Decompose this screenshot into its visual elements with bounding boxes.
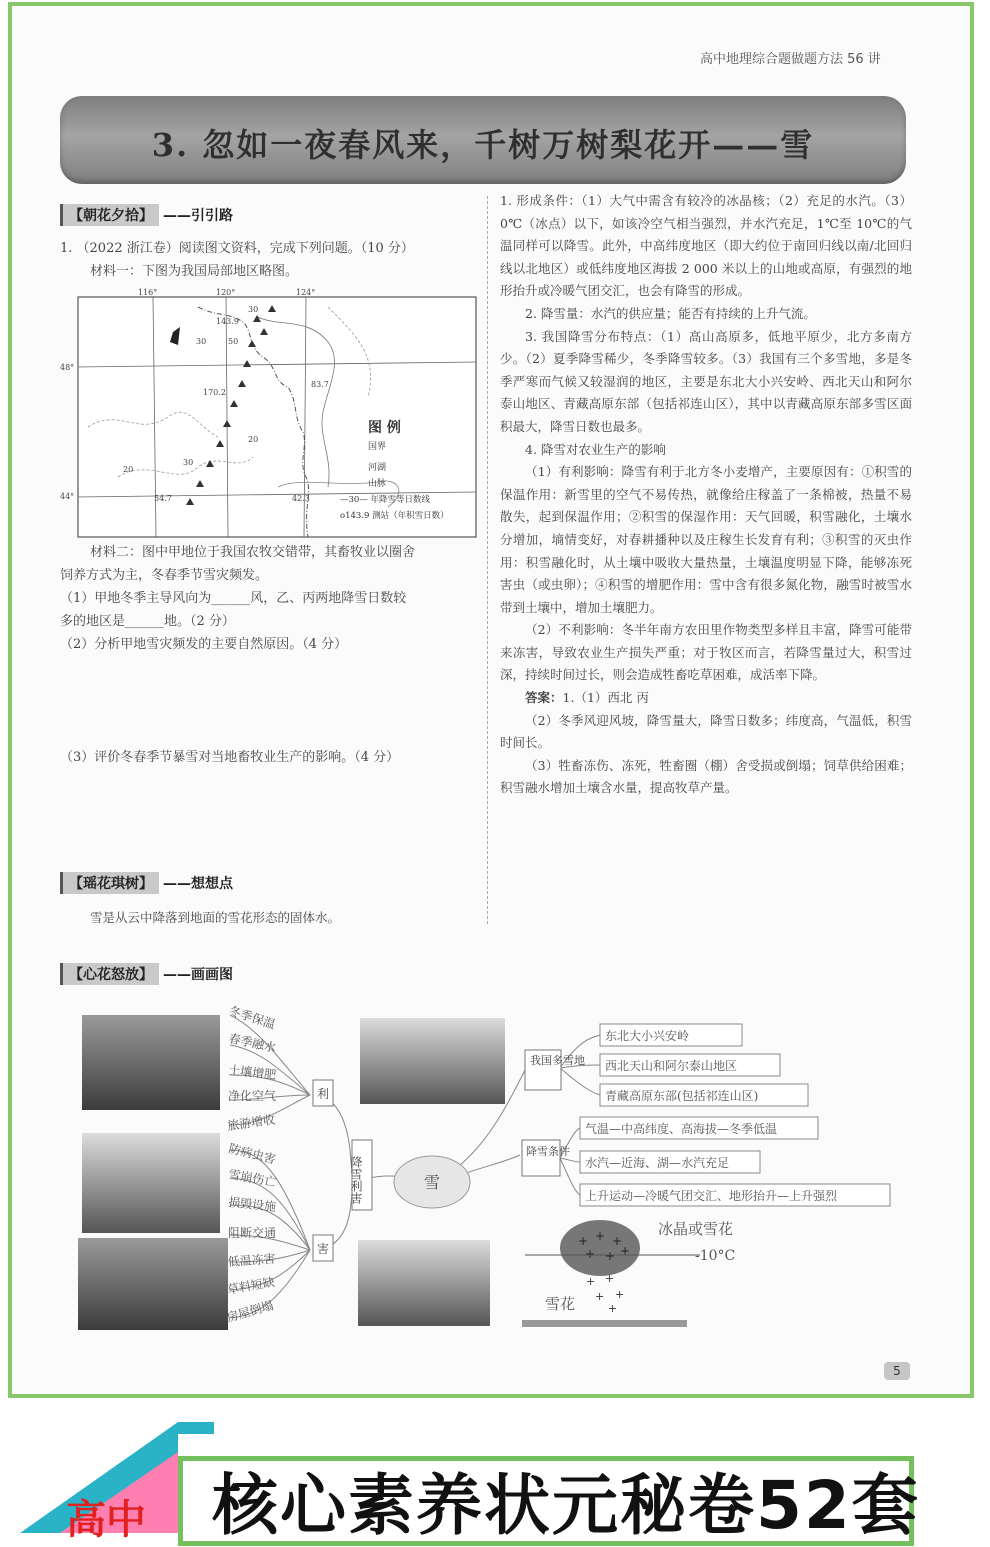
answer-line: （2）冬季风迎风坡，降雪量大，降雪日数多；纬度高，气温低，积雪时间长。: [500, 712, 912, 751]
falling-flakes: [586, 1272, 624, 1315]
right-column: [500, 190, 912, 800]
map-number: 20: [123, 465, 134, 474]
column-divider: [487, 196, 488, 924]
map-number: 50: [228, 337, 239, 346]
good-item: 土壤增肥: [227, 1063, 277, 1083]
bad-item: 损毁设施: [227, 1195, 277, 1215]
map-number: 30: [183, 458, 194, 467]
legend-item: 河湖: [368, 463, 387, 473]
page-number: 5: [884, 1362, 910, 1380]
region-map: [60, 287, 476, 537]
section-suffix: ——引引路: [163, 208, 233, 224]
section-tag: 【心花怒放】: [60, 963, 159, 985]
flake-label: 雪花: [545, 1295, 576, 1313]
map-number: 30: [248, 305, 259, 314]
paragraph: 4. 降雪对农业生产的影响: [525, 441, 666, 457]
material-two-line: 材料二：图中甲地位于我国农牧交错带，其畜牧业以圈舍: [90, 545, 416, 560]
legend-title: 图 例: [368, 420, 401, 436]
svg-text:+: +: [586, 1275, 596, 1288]
material-one: 材料一：下图为我国局部地区略图。: [90, 264, 299, 279]
ice-label: 冰晶或雪花: [658, 1220, 734, 1238]
paragraph: （1）有利影响：降雪有利于北方冬小麦增产，主要原因有：①积雪的保温作用：新雪里的空气不易传热，就像给庄稼盖了一条棉被，热量不易散失，起到保温作用；②积雪的保湿作用：天气回暖，积雪融化，土壤水分增加，墒情变好，对春耕播种以及庄稼生长发育有利；③积雪的灭虫作用：积雪融化时，从土壤中吸收大量热量，土壤温度明显下降，能够冻死害虫（或虫卵）；④积雪的增肥作用：雪中含有很多氮化物，融雪时被雪水带到土壤中，增加土壤肥力。: [500, 464, 912, 615]
photo-snow-road: [78, 1238, 228, 1330]
lon-label: 124°: [296, 288, 316, 297]
svg-text:+: +: [615, 1288, 625, 1301]
sub-question-1: 多的地区是______地。（2 分）: [60, 614, 235, 629]
bad-item: 雪崩伤亡: [227, 1167, 278, 1190]
cond-item: 水汽—近海、湖—水汽充足: [585, 1156, 730, 1170]
bad-item: 防病虫害: [227, 1141, 278, 1167]
section-heading-1: [60, 204, 233, 226]
photo-avalanche: [82, 1133, 220, 1233]
good-item: 旅游增收: [226, 1112, 276, 1133]
svg-text:+: +: [605, 1272, 615, 1285]
region-item: 青藏高原东部(包括祁连山区): [605, 1089, 759, 1103]
promo-stripe: [178, 1422, 214, 1434]
map-number: 30: [196, 337, 207, 346]
cond-label: 降雪条件: [526, 1145, 570, 1158]
section-tag: 【朝花夕拾】: [60, 204, 159, 226]
temp-label: -10°C: [695, 1248, 736, 1264]
sub-question-2: （2）分析甲地雪灾频发的主要自然原因。（4 分）: [60, 637, 348, 652]
map-number: 170.2: [203, 388, 226, 397]
good-item: 冬季保温: [227, 1003, 278, 1032]
sub-question-3: （3）评价冬春季节暴雪对当地畜牧业生产的影响。（4 分）: [60, 750, 400, 765]
legend-item: 国界: [368, 442, 387, 452]
cond-item: 气温—中高纬度、高海拔—冬季低温: [585, 1122, 778, 1136]
bad-item: 房屋倒塌: [224, 1298, 275, 1325]
paragraph: 1. 形成条件：（1）大气中需含有较冷的冰晶核；（2）充足的水汽。（3）0℃（冰点）以下，如该冷空气相当强烈，并水汽充足，1℃至 10℃的气温同样可以降雪。此外，中高纬度地区（即大约位于南回归线以南/北回归线以北地区）或低纬度地区海拔 2 000 米以上的山地或高原，有强烈的地形抬升或冷暖气团交汇，也会有降雪的形成。: [500, 193, 912, 299]
svg-text:+: +: [605, 1249, 616, 1263]
paragraph: 3. 我国降雪分布特点：（1）高山高原多，低地平原少，北方多南方少。（2）夏季降雪稀少，冬季降雪较多。（3）我国有三个多雪地，多是冬季严寒而气候又较湿润的地区，主要是东北大小兴安岭、西北天山和阿尔泰山地区、青藏高原东部（包括祁连山区），其中以青藏高原东部多雪区面积最大，降雪日数也最多。: [500, 328, 912, 434]
legend-item: 山脉: [368, 479, 387, 489]
chapter-banner: [60, 96, 906, 184]
answer-line: （3）牲畜冻伤、冻死，牲畜圈（棚）舍受损或倒塌；饲草供给困难；积雪融水增加土壤含水量，提高牧草产量。: [500, 757, 912, 796]
map-number: 54.7: [154, 494, 172, 503]
photo-lake-boat: [358, 1240, 490, 1326]
svg-text:+: +: [612, 1234, 623, 1248]
lat-label: 48°: [60, 363, 75, 372]
svg-text:+: +: [608, 1302, 618, 1315]
map-number: 42.3: [292, 494, 310, 503]
region-item: 东北大小兴安岭: [605, 1029, 690, 1043]
good-item: 春季融水: [227, 1031, 278, 1055]
section-suffix: ——想想点: [163, 876, 233, 892]
promo-title: 核心素养状元秘卷52套: [212, 1467, 920, 1544]
lon-label: 116°: [138, 288, 158, 297]
paragraph: 2. 降雪量：水汽的供应量；能否有持续的上升气流。: [525, 305, 816, 321]
bad-item: 低温冻害: [227, 1251, 277, 1269]
good-item: 净化空气: [228, 1089, 277, 1103]
running-header: 高中地理综合题做题方法 56 讲: [700, 52, 881, 67]
svg-text:+: +: [585, 1247, 596, 1261]
center-label: 雪: [424, 1173, 441, 1192]
sub-question-1: （1）甲地冬季主导风向为______风，乙、丙两地降雪日数较: [60, 591, 407, 606]
good-label: 利: [317, 1087, 330, 1101]
svg-text:+: +: [595, 1290, 605, 1303]
ground-bar: [522, 1320, 687, 1327]
legend-item: o143.9 测站（年积雪日数）: [340, 511, 449, 521]
lon-label: 120°: [216, 288, 236, 297]
map-number: 20: [248, 435, 259, 444]
cond-item: 上升运动—冷暖气团交汇、地形抬升—上升强烈: [585, 1189, 838, 1203]
svg-text:+: +: [620, 1244, 631, 1258]
promo-tag: 高中: [66, 1497, 146, 1543]
region-item: 西北天山和阿尔泰山地区: [605, 1059, 738, 1073]
region-label: 我国多雪地: [530, 1054, 585, 1067]
material-two-line: 饲养方式为主，冬春季节雪灾频发。: [60, 568, 269, 583]
lat-label: 44°: [60, 492, 75, 501]
chapter-title: 3. 忽如一夜春风来，千树万树梨花开——雪: [151, 126, 815, 164]
section-heading-2: [60, 872, 233, 894]
legend-item: —30— 年降雪等日数线: [340, 495, 431, 505]
promo-banner: [0, 1400, 990, 1544]
question-intro: 1. （2022 浙江卷）阅读图文资料，完成下列问题。（10 分）: [60, 241, 414, 256]
map-number: 143.9: [216, 317, 239, 326]
photo-people-snow: [360, 1018, 505, 1104]
bad-label: 害: [317, 1242, 330, 1256]
bad-item: 草料短缺: [226, 1274, 276, 1297]
impact-label: 降雪利害: [349, 1156, 363, 1204]
snow-definition: 雪是从云中降落到地面的雪花形态的固体水。: [90, 910, 341, 925]
photo-snow-field: [82, 1015, 220, 1110]
svg-text:+: +: [578, 1234, 589, 1248]
answer-label: 答案：: [525, 690, 563, 706]
section-tag: 【瑶花琪树】: [60, 872, 159, 894]
svg-text:+: +: [595, 1229, 606, 1243]
bad-item: 阻断交通: [228, 1226, 277, 1240]
paragraph: （2）不利影响：冬半年南方农田里作物类型多样且丰富，降雪可能带来冻害，导致农业生产损失严重；对于牧区而言，若降雪量过大，积雪过深，持续时间过长，则会造成牲畜吃草困难，成活率下降。: [500, 622, 912, 683]
section-heading-3: [60, 963, 233, 985]
section-suffix: ——画画图: [163, 967, 233, 983]
answer-line: 1.（1）西北 丙: [562, 690, 649, 706]
map-number: 83.7: [311, 380, 329, 389]
snow-mindmap: [60, 1000, 940, 1340]
